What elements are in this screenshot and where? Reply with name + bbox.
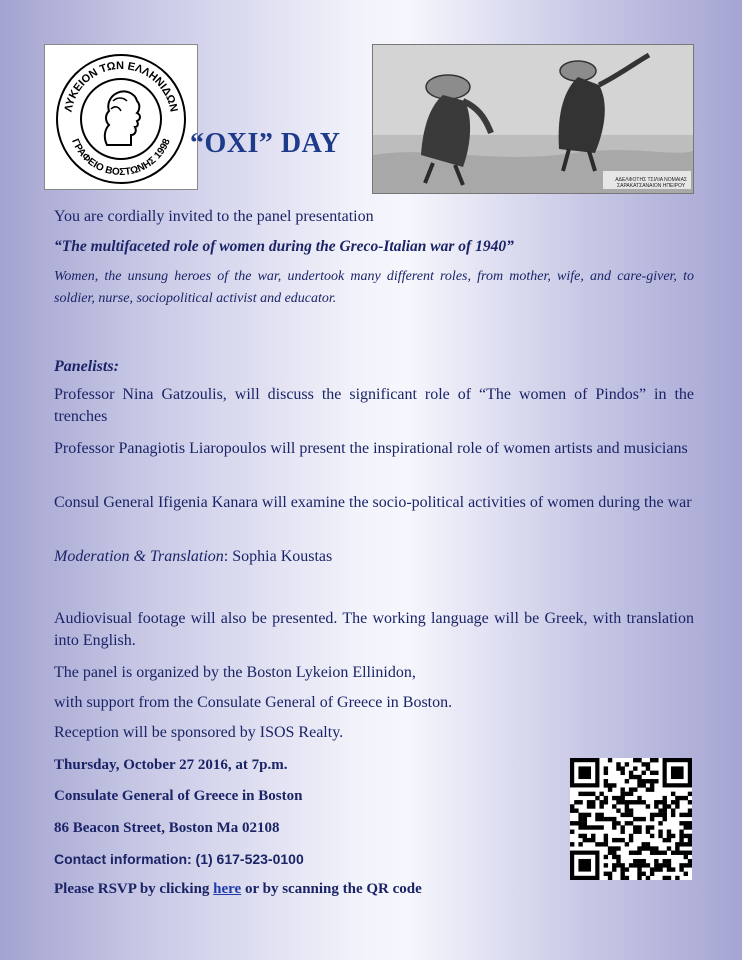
reception-note: Reception will be sponsored by ISOS Realty.	[54, 724, 344, 741]
qr-code-icon	[570, 758, 692, 880]
moderation-label: Moderation & Translation	[54, 548, 224, 565]
rsvp-suffix: or by scanning the QR code	[241, 881, 422, 897]
contact-info: Contact information: (1) 617-523-0100	[54, 851, 304, 867]
logo-bottom-text: ΓΡΑΦΕΙΟ ΒΟΣΤΩΝΗΣ 1998	[69, 137, 173, 179]
lykeion-logo	[44, 44, 198, 190]
logo-emblem-icon	[45, 45, 197, 189]
panelists-heading: Panelists:	[54, 358, 119, 375]
support-by: with support from the Consulate General of Greece in Boston.	[54, 694, 453, 711]
women-carrying-loads-image	[373, 45, 693, 193]
invite-description: Women, the unsung heroes of the war, undertook many different roles, from mother, wife, and care-giver, to soldier, nurse, sociopolitical activist and educator.	[54, 269, 694, 306]
rsvp-link[interactable]: here	[213, 881, 242, 897]
av-note: Audiovisual footage will also be presented. The working language will be Greek, with translation into English.	[54, 610, 694, 649]
historical-photo	[372, 44, 694, 194]
rsvp-qr-code[interactable]	[570, 758, 692, 880]
logo-top-text: ΛΥΚΕΙΟΝ ΤΩΝ ΕΛΛΗΝΙΔΩΝ	[62, 59, 180, 114]
panelist-item: Consul General Ifigenia Kanara will examine the socio-political activities of women during the war	[54, 494, 692, 511]
svg-text:ΛΥΚΕΙΟΝ ΤΩΝ ΕΛΛΗΝΙΔΩΝ	[63, 60, 180, 113]
invite-topic: “The multifaceted role of women during the Greco-Italian war of 1940”	[54, 238, 514, 255]
moderation-line	[54, 546, 694, 568]
event-date: Thursday, October 27 2016, at 7p.m.	[54, 757, 288, 773]
event-venue: Consulate General of Greece in Boston	[54, 788, 303, 804]
panelist-item: Professor Panagiotis Liaropoulos will present the inspirational role of women artists and musicians	[54, 440, 688, 457]
rsvp-line	[54, 878, 554, 900]
moderation-name: : Sophia Koustas	[223, 548, 333, 565]
photo-caption: ΑΔΕΛΦΟΤΗΣ ΤΣΙΛΙΑ ΝΟΜΑΙΑΣ ΣΑΡΑΚΑΤΣΑΝΑΙΟΝ ΗΠΕΙΡΟΥ	[615, 177, 687, 189]
event-address: 86 Beacon Street, Boston Ma 02108	[54, 820, 280, 836]
page-title: “OXI” DAY	[190, 128, 341, 159]
organized-by: The panel is organized by the Boston Lykeion Ellinidon,	[54, 664, 416, 681]
panelist-item: Professor Nina Gatzoulis, will discuss the significant role of “The women of Pindos” in the trenches	[54, 386, 694, 425]
rsvp-prefix: Please RSVP by clicking	[54, 881, 214, 897]
invite-intro: You are cordially invited to the panel presentation	[54, 208, 374, 225]
